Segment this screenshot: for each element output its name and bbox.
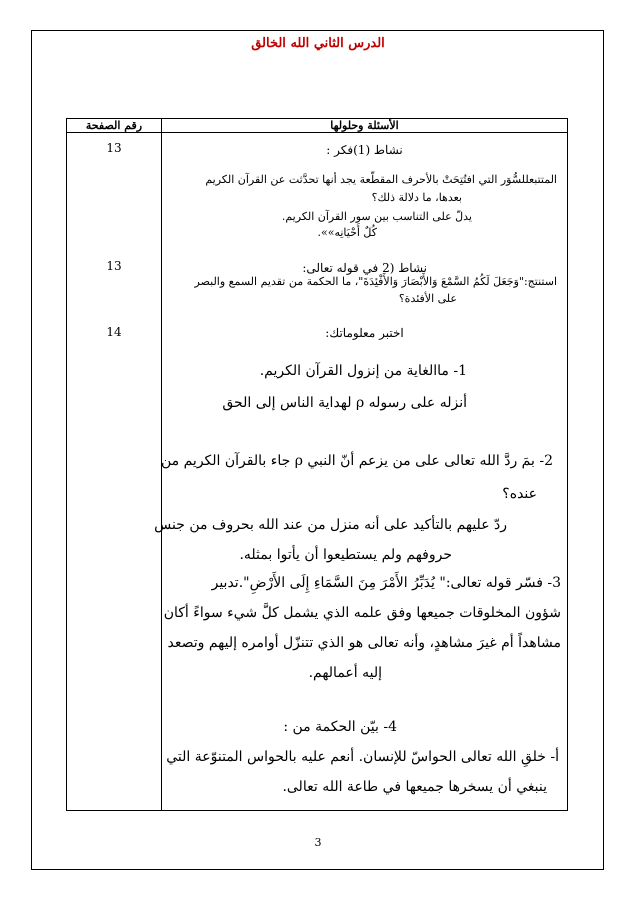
row2-page: 13 <box>106 259 122 273</box>
row1-line4: كُلٌ أَحْيَانِه»». <box>317 226 377 239</box>
row1-title: نشاط (1)فكر : <box>326 143 403 157</box>
row2-line2: على الأفئدة؟ <box>398 292 457 305</box>
row1-line2: بعدها، ما دلالة ذلك؟ <box>371 191 462 204</box>
question4: 4- بيّن الحكمة من : <box>283 719 397 735</box>
question3-line3: مشاهداً أم غيرَ مشاهدٍ، وأنه تعالى هو الذي تتنزّل أوامره إليهم وتصعد <box>167 635 561 651</box>
row1-line1: المتتبعللسُّوَر التي افتُتِحَتْ بالأحرف المقطّعة يجد أنها تحدَّثت عن القرآن الكريم <box>205 173 557 186</box>
row2-title: نشاط (2 في قوله تعالى: <box>302 261 427 275</box>
question1: 1- ماالغاية من إنزول القرآن الكريم. <box>259 363 467 379</box>
answer4-line2: ينبغي أن يسخرها جميعها في طاعة الله تعالى. <box>282 779 547 795</box>
row1-line3: يدلّ على التناسب بين سور القرآن الكريم. <box>281 210 472 223</box>
header-questions: الأسئلة وحلولها <box>330 119 399 132</box>
page-number: 3 <box>314 836 322 849</box>
question2-line1: 2- بمَ ردَّ الله تعالى على من يزعم أنّ النبي ρ جاء بالقرآن الكريم من <box>161 453 553 469</box>
question2-line2: عنده؟ <box>502 486 537 502</box>
answer4-line1: أ- خلقِ الله تعالى الحواسّ للإنسان. أنعم عليه بالحواس المتنوّعة التي <box>166 749 559 765</box>
question3-line2: شؤون المخلوقات جميعها وفق علمه الذي يشمل كلَّ شيء سواءً أكان <box>163 605 561 621</box>
answer2-line1: ردّ عليهم بالتأكيد على أنه منزل من عند الله بحروف من جنس <box>154 517 507 533</box>
lesson-title: الدرس الثاني الله الخالق <box>251 36 385 51</box>
row2-line1: استنتج:"وَجَعَلَ لَكُمُ السَّمْعَ وَالأَبْصَارَ وَالأَفْئِدَةَ"، ما الحكمة من تقديم السمع والبصر <box>194 275 557 288</box>
header-page-number: رقم الصفحة <box>85 119 143 132</box>
question3-line4: إليه أعمالهم. <box>308 665 382 681</box>
question3-line1: 3- فسّر قوله تعالى:" يُدَبِّرُ الأَمْرَ مِنَ السَّمَاءِ إِلَى الأَرْضِ".تدبير <box>211 575 561 591</box>
row1-page: 13 <box>106 141 122 155</box>
row3-title: اختبر معلوماتك: <box>325 326 404 340</box>
row3-page: 14 <box>106 325 122 339</box>
answer2-line2: حروفهم ولم يستطيعوا أن يأتوا بمثله. <box>239 547 452 563</box>
qa-table <box>66 118 568 811</box>
answer1: أنزله على رسوله ρ لهداية الناس إلى الحق <box>222 395 467 411</box>
